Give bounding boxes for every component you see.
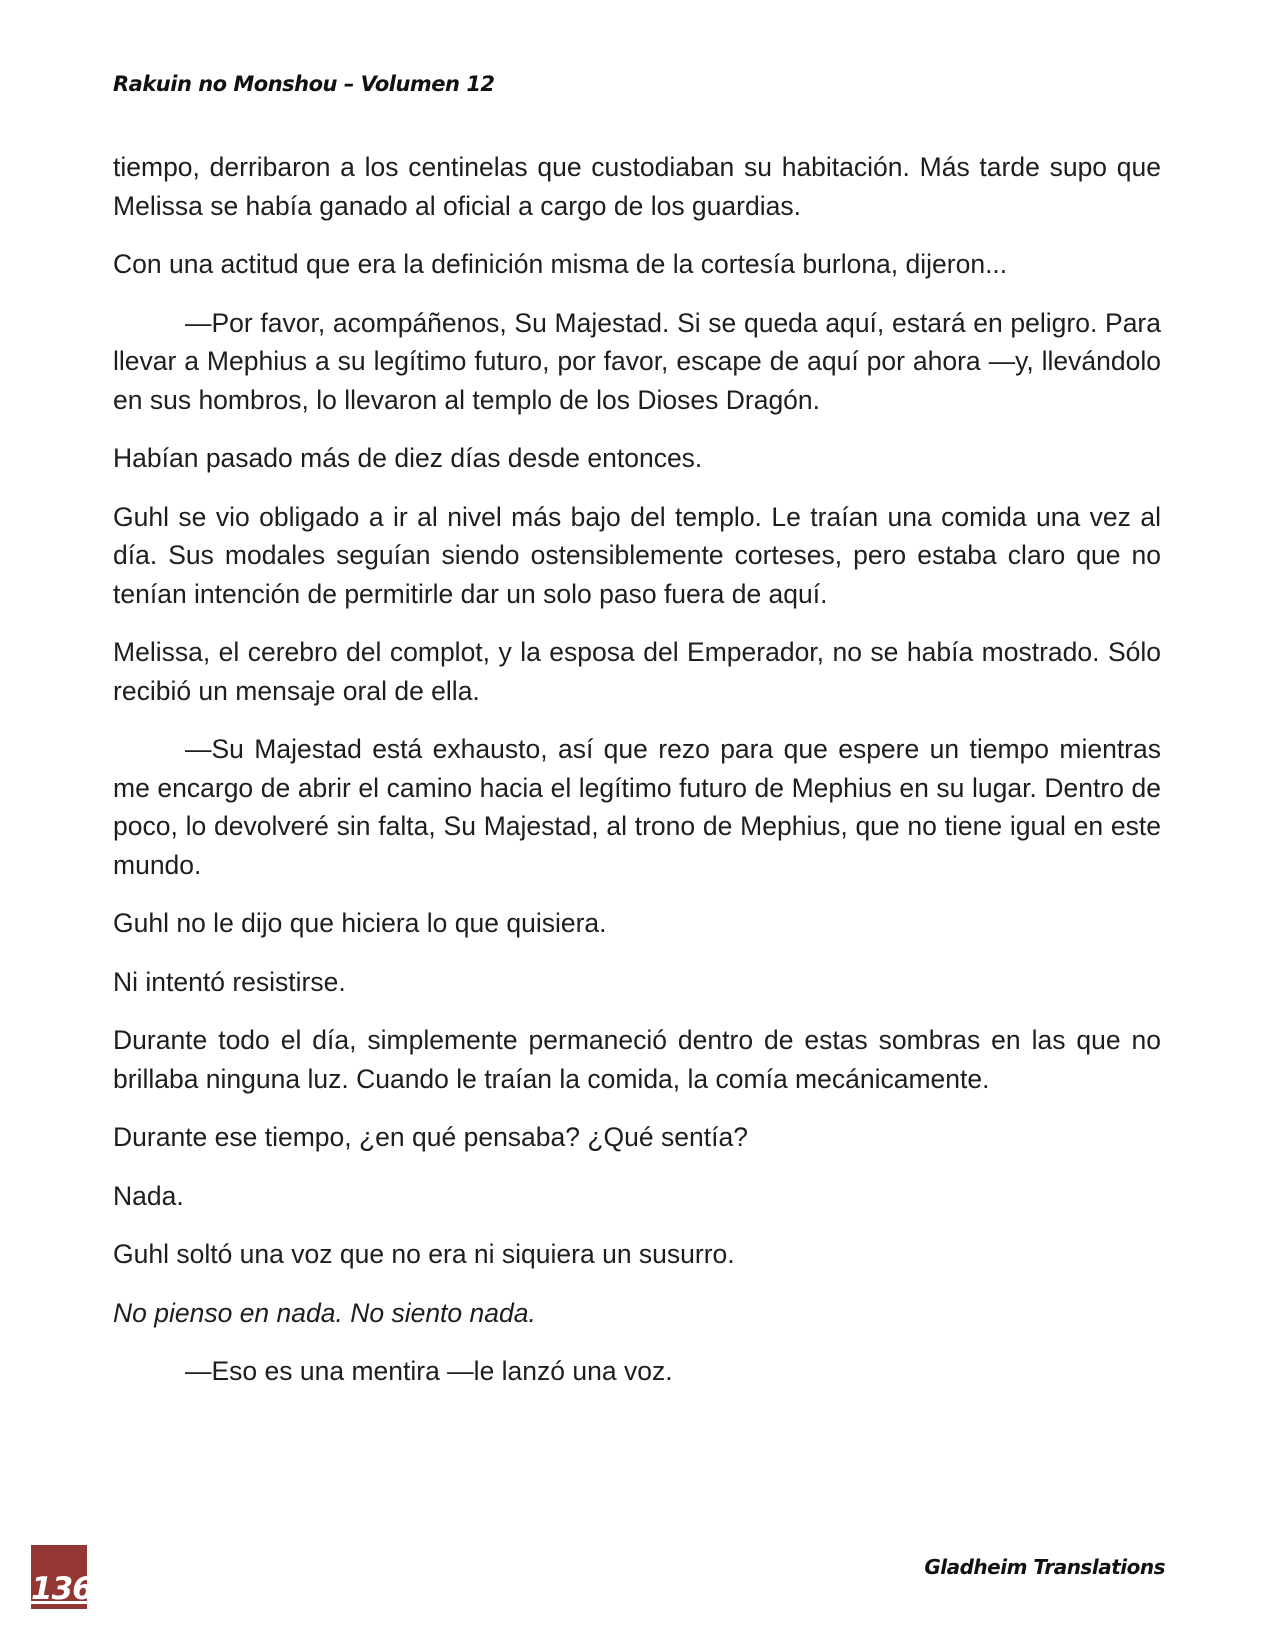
paragraph: Con una actitud que era la definición misma de la cortesía burlona, dijeron... <box>113 249 1008 279</box>
paragraph: Durante ese tiempo, ¿en qué pensaba? ¿Qué sentía? <box>113 1122 748 1152</box>
paragraph: Guhl no le dijo que hiciera lo que quisiera. <box>113 908 607 938</box>
paragraph: Ni intentó resistirse. <box>113 966 346 997</box>
paragraph: Habían pasado más de diez días desde entonces. <box>113 443 703 473</box>
running-header: Rakuin no Monshou – Volumen 12 <box>113 72 495 96</box>
page-number: 136 <box>31 1571 93 1607</box>
paragraph: Guhl soltó una voz que no era ni siquiera un susurro. <box>113 1239 735 1269</box>
paragraph: Nada. <box>113 1180 184 1211</box>
footer-credit: Gladheim Translations <box>924 1555 1165 1579</box>
dialogue-paragraph: —Por favor, acompáñenos, Su Majestad. Si se queda aquí, estará en peligro. Para llevar a Mephius a su legítimo futuro, por favor, escape de aquí por ahora —y, llevándolo en sus hombros, lo llevaron al templo de los Dioses Dragón. <box>113 307 1161 415</box>
paragraph: tiempo, derribaron a los centinelas que custodiaban su habitación. Más tarde supo que Melissa se había ganado al oficial a cargo de los guardias. <box>113 152 1161 221</box>
body-text <box>113 148 1161 1411</box>
dialogue-paragraph: —Su Majestad está exhausto, así que rezo para que espere un tiempo mientras me encargo de abrir el camino hacia el legítimo futuro de Mephius en su lugar. Dentro de poco, lo devolveré sin falta, Su Majestad, al trono de Mephius, que no tiene igual en este mundo. <box>113 734 1161 880</box>
paragraph: Melissa, el cerebro del complot, y la esposa del Emperador, no se había mostrado. Sólo recibió un mensaje oral de ella. <box>113 637 1161 706</box>
dialogue-paragraph: —Eso es una mentira —le lanzó una voz. <box>185 1356 673 1386</box>
thought-paragraph: No pienso en nada. No siento nada. <box>113 1297 536 1328</box>
page-number-box <box>31 1545 93 1609</box>
paragraph: Guhl se vio obligado a ir al nivel más bajo del templo. Le traían una comida una vez al día. Sus modales seguían siendo ostensiblemente corteses, pero estaba claro que no tenían intención de permitirle dar un solo paso fuera de aquí. <box>113 501 1161 609</box>
paragraph: Durante todo el día, simplemente permaneció dentro de estas sombras en las que no brillaba ninguna luz. Cuando le traían la comida, la comía mecánicamente. <box>113 1025 1161 1094</box>
